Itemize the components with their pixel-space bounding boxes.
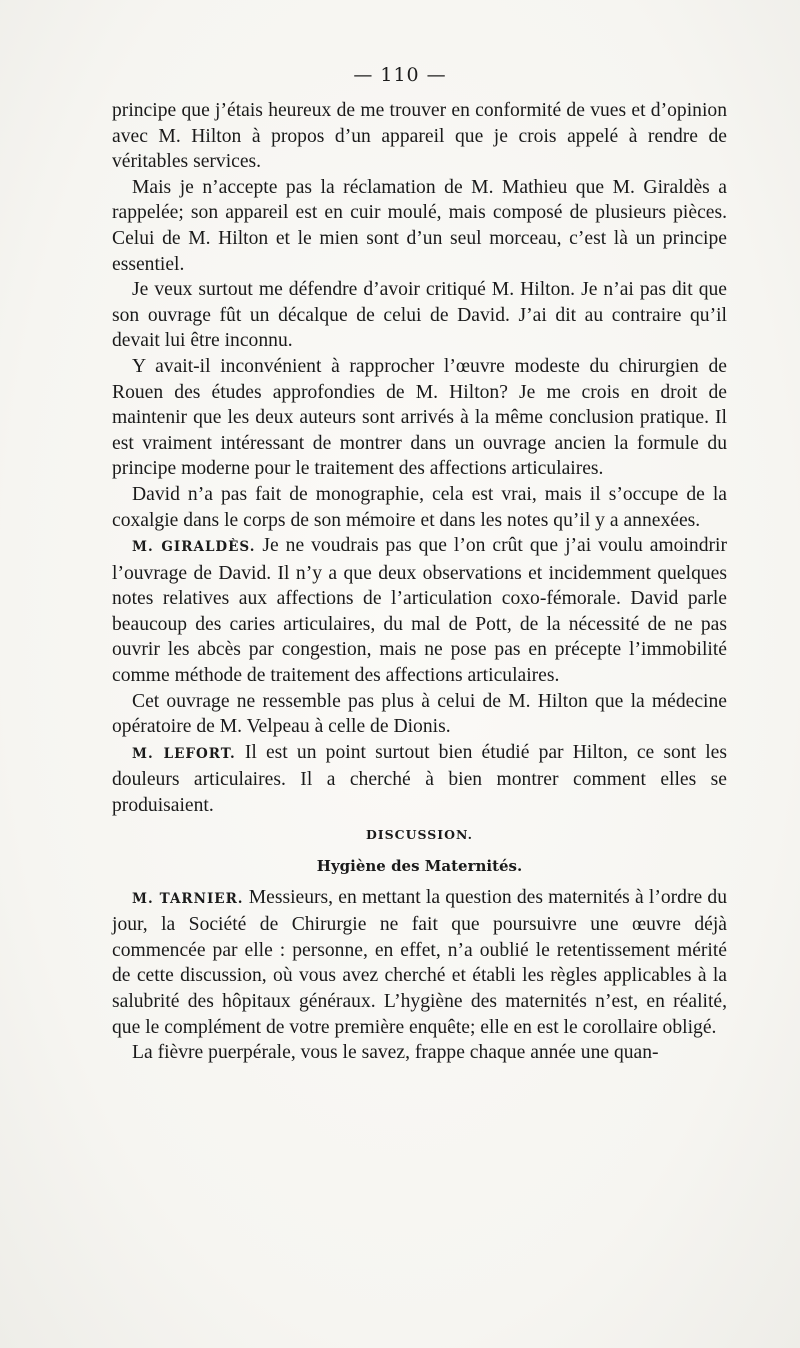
speech-text: Je ne voudrais pas que l’on crût que j’ai voulu amoindrir l’ouvrage de David. Il n’y a que deux observations et incidemment quelques notes relatives aux affections de l’articulation coxo-fémorale. David parle beaucoup des caries articulaires, du mal de Pott, de la nécessité de ne pas ouvrir les abcès par congestion, mais ne pose pas en précepte l’immobilité comme méthode de traitement des affections articulaires. (112, 535, 727, 687)
paragraph: Cet ouvrage ne ressemble pas plus à celui de M. Hilton que la médecine opératoire de M. Velpeau à celle de Dionis. (112, 690, 727, 738)
body-text (112, 98, 727, 1066)
section-heading: DISCUSSION. (365, 826, 474, 842)
paragraph-continued: principe que j’étais heureux de me trouver en conformité de vues et d’opinion avec M. Hilton à propos d’un appareil que je crois appelé à rendre de véritables services. (112, 100, 727, 173)
paragraph-giraldes (112, 533, 727, 689)
speech-text: Il est un point surtout bien étudié par Hilton, ce sont les douleurs articulaires. Il a cherché à bien montrer comment elles se produisaient. (112, 741, 727, 817)
paragraph: David n’a pas fait de monographie, cela est vrai, mais il s’occupe de la coxalgie dans le corps de son mémoire et dans les notes qu’il y a annexées. (112, 483, 727, 531)
section-subheading: Hygiène des Maternités. (316, 856, 523, 875)
speech-text: Messieurs, en mettant la question des maternités à l’ordre du jour, la Société de Chirurgie ne fait que poursuivre une œuvre déjà commencée par elle : personne, en effet, n’a oublié le retentissement mérité de cette discussion, où vous avez cherché et établi les règles applicables à la salubrité des hôpitaux généraux. L’hygiène des maternités n’est, en réalité, que le complément de votre première enquête; elle en est le corollaire obligé. (112, 886, 727, 1038)
paragraph: Je veux surtout me défendre d’avoir critiqué M. Hilton. Je n’ai pas dit que son ouvrage fût un décalque de celui de David. J’ai dit au contraire qu’il devait lui être inconnu. (112, 279, 727, 352)
paragraph-lefort (112, 740, 727, 819)
speaker-name: M. GIRALDÈS. (132, 539, 256, 556)
paragraph: Y avait-il inconvénient à rapprocher l’œuvre modeste du chirurgien de Rouen des études approfondies de M. Hilton? Je me crois en droit de maintenir que les deux auteurs sont arrivés à la même conclusion pratique. Il est vraiment intéressant de montrer dans un ouvrage ancien la formule du principe moderne pour le traitement des affections articulaires. (112, 355, 727, 480)
speaker-name: M. TARNIER. (132, 890, 244, 907)
paragraph: La fièvre puerpérale, vous le savez, frappe chaque année une quan- (132, 1042, 659, 1064)
paragraph-tarnier (112, 885, 727, 1041)
page-number: — 110 — (353, 64, 447, 86)
speaker-name: M. LEFORT. (132, 745, 236, 762)
paragraph: Mais je n’accepte pas la réclamation de M. Mathieu que M. Giraldès a rappelée; son appareil est en cuir moulé, mais composé de plusieurs pièces. Celui de M. Hilton et le mien sont d’un seul morceau, c’est là un principe essentiel. (112, 176, 727, 275)
